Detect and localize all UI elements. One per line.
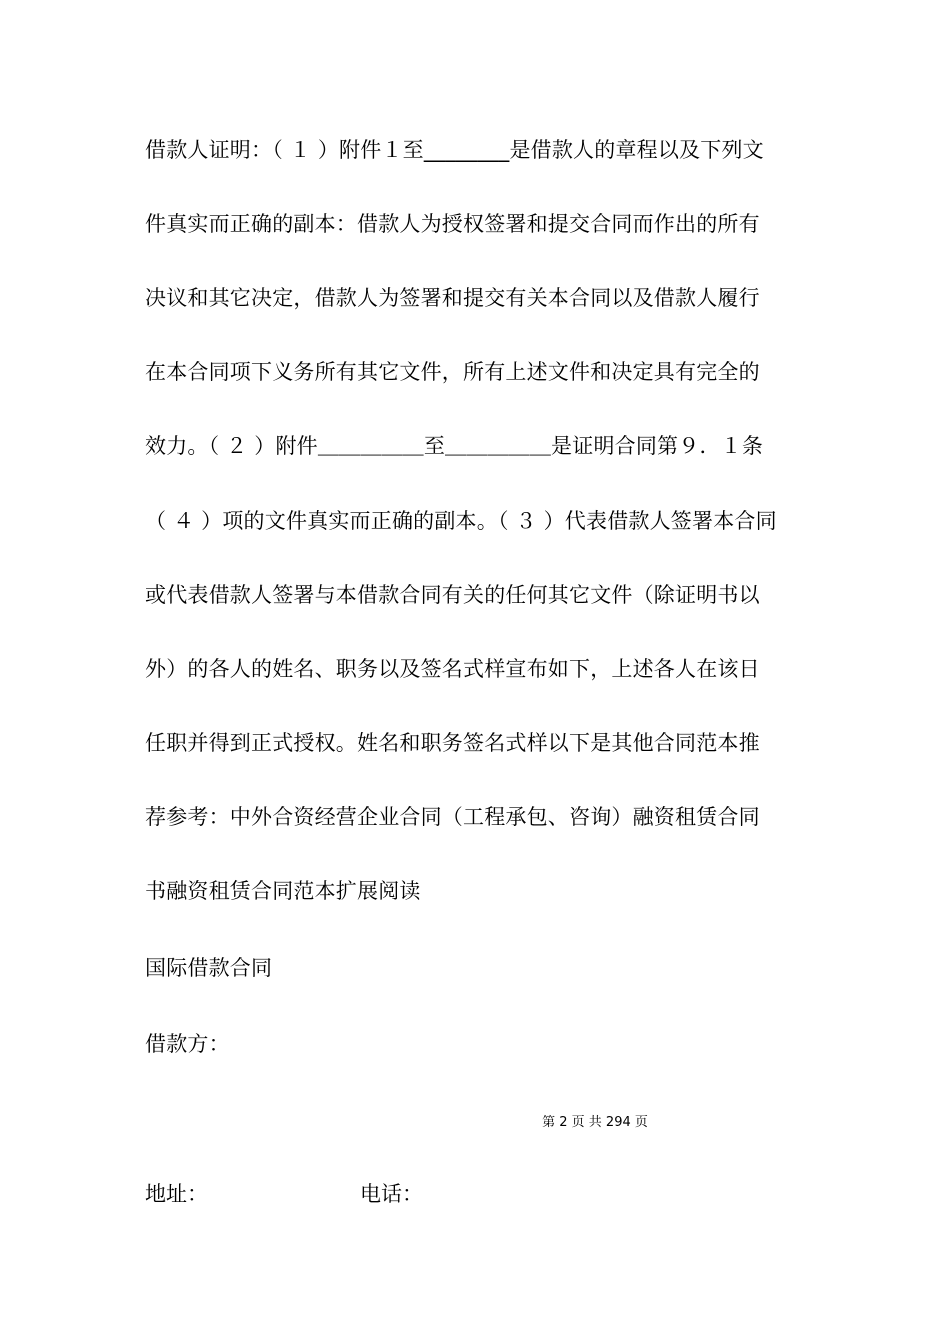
phone-label: 电话： bbox=[360, 1182, 423, 1206]
body-line-7: 或代表借款人签署与本借款合同有关的任何其它文件（除证明书以 bbox=[145, 583, 760, 607]
body-line-5: 效力。（ ２ ）附件＿＿＿＿＿至＿＿＿＿＿是证明合同第９．１条 bbox=[145, 434, 764, 458]
body-line-9: 任职并得到正式授权。姓名和职务签名式样以下是其他合同范本推 bbox=[145, 731, 760, 755]
body-line-6: （ ４ ）项的文件真实而正确的副本。（ ３ ）代表借款人签署本合同 bbox=[145, 509, 777, 533]
body-line-2: 件真实而正确的副本：借款人为授权签署和提交合同而作出的所有 bbox=[145, 212, 760, 236]
page-indicator: 第 2 页 共 294 页 bbox=[542, 1115, 648, 1130]
address-label: 地址： bbox=[145, 1182, 208, 1206]
section-title: 国际借款合同 bbox=[145, 956, 273, 980]
body-line-8: 外）的各人的姓名、职务以及签名式样宣布如下，上述各人在该日 bbox=[145, 657, 760, 681]
body-line-11: 书融资租赁合同范本扩展阅读 bbox=[145, 879, 421, 903]
body-line-10: 荐参考：中外合资经营企业合同（工程承包、咨询）融资租赁合同 bbox=[145, 805, 760, 829]
body-line-3: 决议和其它决定，借款人为签署和提交有关本合同以及借款人履行 bbox=[145, 286, 760, 310]
borrower-label: 借款方： bbox=[145, 1032, 230, 1056]
body-line-4: 在本合同项下义务所有其它文件，所有上述文件和决定具有完全的 bbox=[145, 360, 760, 384]
body-line-1: 借款人证明：（ １ ）附件１至________是借款人的章程以及下列文 bbox=[145, 138, 764, 162]
